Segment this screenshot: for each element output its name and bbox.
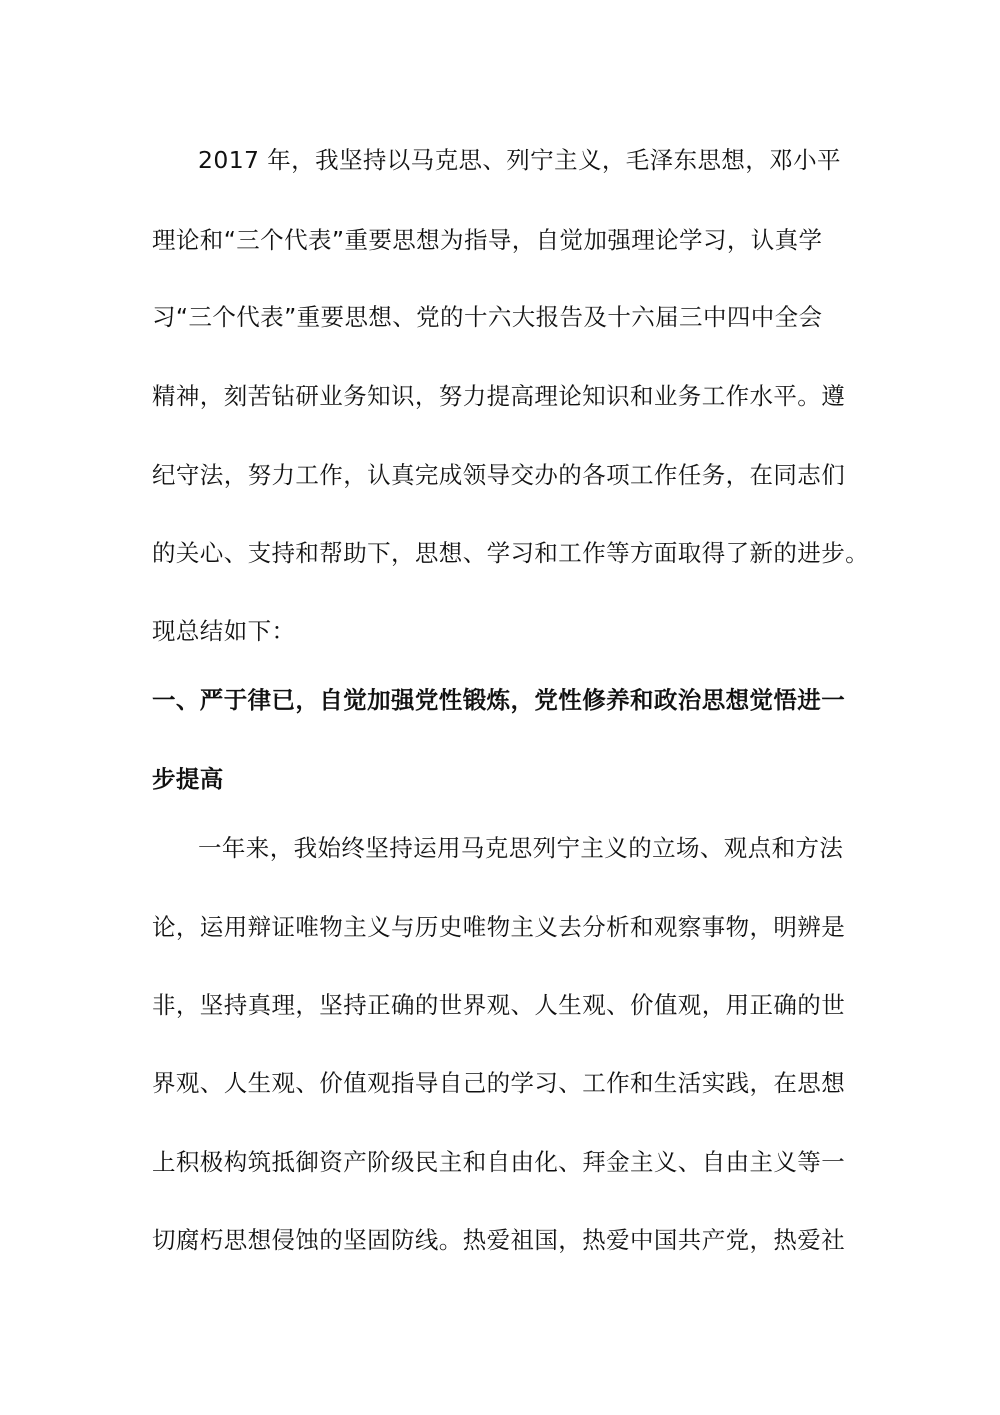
text-line: 的关心、支持和帮助下，思想、学习和工作等方面取得了新的进步。 — [152, 539, 869, 567]
text-line: 现总结如下： — [152, 617, 296, 645]
text-line: 习“三个代表”重要思想、党的十六大报告及十六届三中四中全会 — [152, 303, 823, 331]
text-line: 精神，刻苦钻研业务知识，努力提高理论知识和业务工作水平。遵 — [152, 382, 846, 410]
heading-line: 步提高 — [152, 765, 224, 793]
text-line: 切腐朽思想侵蚀的坚固防线。热爱祖国，热爱中国共产党，热爱社 — [152, 1226, 846, 1254]
text-line: 界观、人生观、价值观指导自己的学习、工作和生活实践，在思想 — [152, 1069, 846, 1097]
text-line: 理论和“三个代表”重要思想为指导，自觉加强理论学习，认真学 — [152, 226, 823, 254]
text-line: 一年来，我始终坚持运用马克思列宁主义的立场、观点和方法 — [198, 834, 844, 862]
text-line: 纪守法，努力工作，认真完成领导交办的各项工作任务，在同志们 — [152, 461, 846, 489]
heading-line: 一、严于律已，自觉加强党性锻炼，党性修养和政治思想觉悟进一 — [152, 686, 846, 714]
text-line: 上积极构筑抵御资产阶级民主和自由化、拜金主义、自由主义等一 — [152, 1148, 846, 1176]
text-line: 论，运用辩证唯物主义与历史唯物主义去分析和观察事物，明辨是 — [152, 913, 846, 941]
text-line: 非，坚持真理，坚持正确的世界观、人生观、价值观，用正确的世 — [152, 991, 846, 1019]
text-line: 2017 年，我坚持以马克思、列宁主义，毛泽东思想，邓小平 — [198, 146, 841, 174]
